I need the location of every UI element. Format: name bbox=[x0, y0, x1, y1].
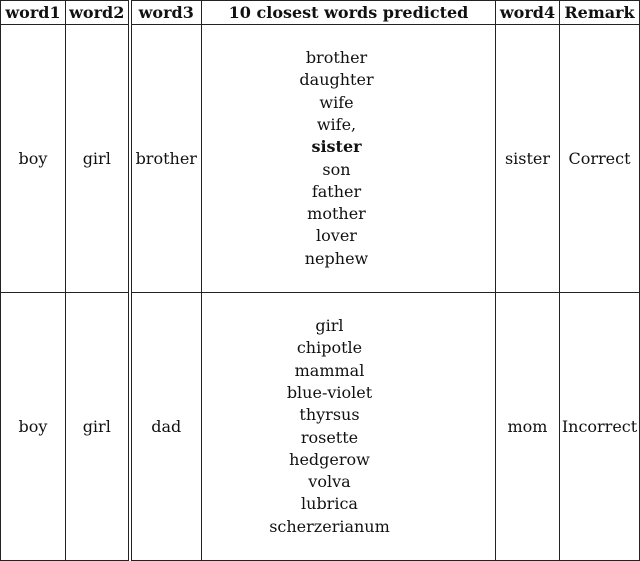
predicted-word: mammal bbox=[294, 360, 365, 380]
predicted-word: mother bbox=[307, 204, 366, 224]
cell-remark: Incorrect bbox=[560, 293, 640, 561]
predicted-word: daughter bbox=[299, 70, 374, 90]
cell-word3: brother bbox=[130, 25, 202, 293]
predicted-word-highlighted: sister bbox=[311, 137, 362, 157]
cell-word4: mom bbox=[496, 293, 560, 561]
cell-word1: boy bbox=[1, 25, 66, 293]
header-predicted: 10 closest words predicted bbox=[202, 1, 496, 25]
cell-remark: Correct bbox=[560, 25, 640, 293]
header-word4: word4 bbox=[496, 1, 560, 25]
table-row bbox=[1, 25, 640, 293]
predicted-word: nephew bbox=[304, 248, 369, 268]
header-word2: word2 bbox=[66, 1, 130, 25]
header-remark: Remark bbox=[560, 1, 640, 25]
cell-word1: boy bbox=[1, 293, 66, 561]
predicted-word: scherzerianum bbox=[269, 516, 390, 536]
predicted-word-list bbox=[269, 315, 390, 538]
cell-word3: dad bbox=[130, 293, 202, 561]
predicted-word: lubrica bbox=[301, 494, 358, 514]
cell-word4: sister bbox=[496, 25, 560, 293]
predicted-word: thyrsus bbox=[299, 405, 360, 425]
predicted-word: girl bbox=[315, 316, 344, 336]
predicted-word: hedgerow bbox=[289, 449, 370, 469]
predicted-word: blue-violet bbox=[286, 382, 373, 402]
cell-predicted bbox=[202, 293, 496, 561]
predicted-word: son bbox=[322, 159, 351, 179]
cell-predicted bbox=[202, 25, 496, 293]
predicted-word: father bbox=[311, 181, 362, 201]
predicted-word-list bbox=[299, 47, 373, 270]
predicted-word: wife bbox=[319, 92, 354, 112]
cell-word2: girl bbox=[66, 293, 130, 561]
header-word1: word1 bbox=[1, 1, 66, 25]
header-word3: word3 bbox=[130, 1, 202, 25]
predicted-word: chipotle bbox=[296, 338, 363, 358]
predicted-word: lover bbox=[316, 226, 357, 246]
table-row bbox=[1, 293, 640, 561]
predicted-word: brother bbox=[305, 48, 368, 68]
predicted-word: rosette bbox=[300, 427, 359, 447]
predicted-word: wife, bbox=[316, 114, 357, 134]
predicted-word: volva bbox=[308, 472, 351, 492]
header-row bbox=[1, 1, 640, 25]
cell-word2: girl bbox=[66, 25, 130, 293]
